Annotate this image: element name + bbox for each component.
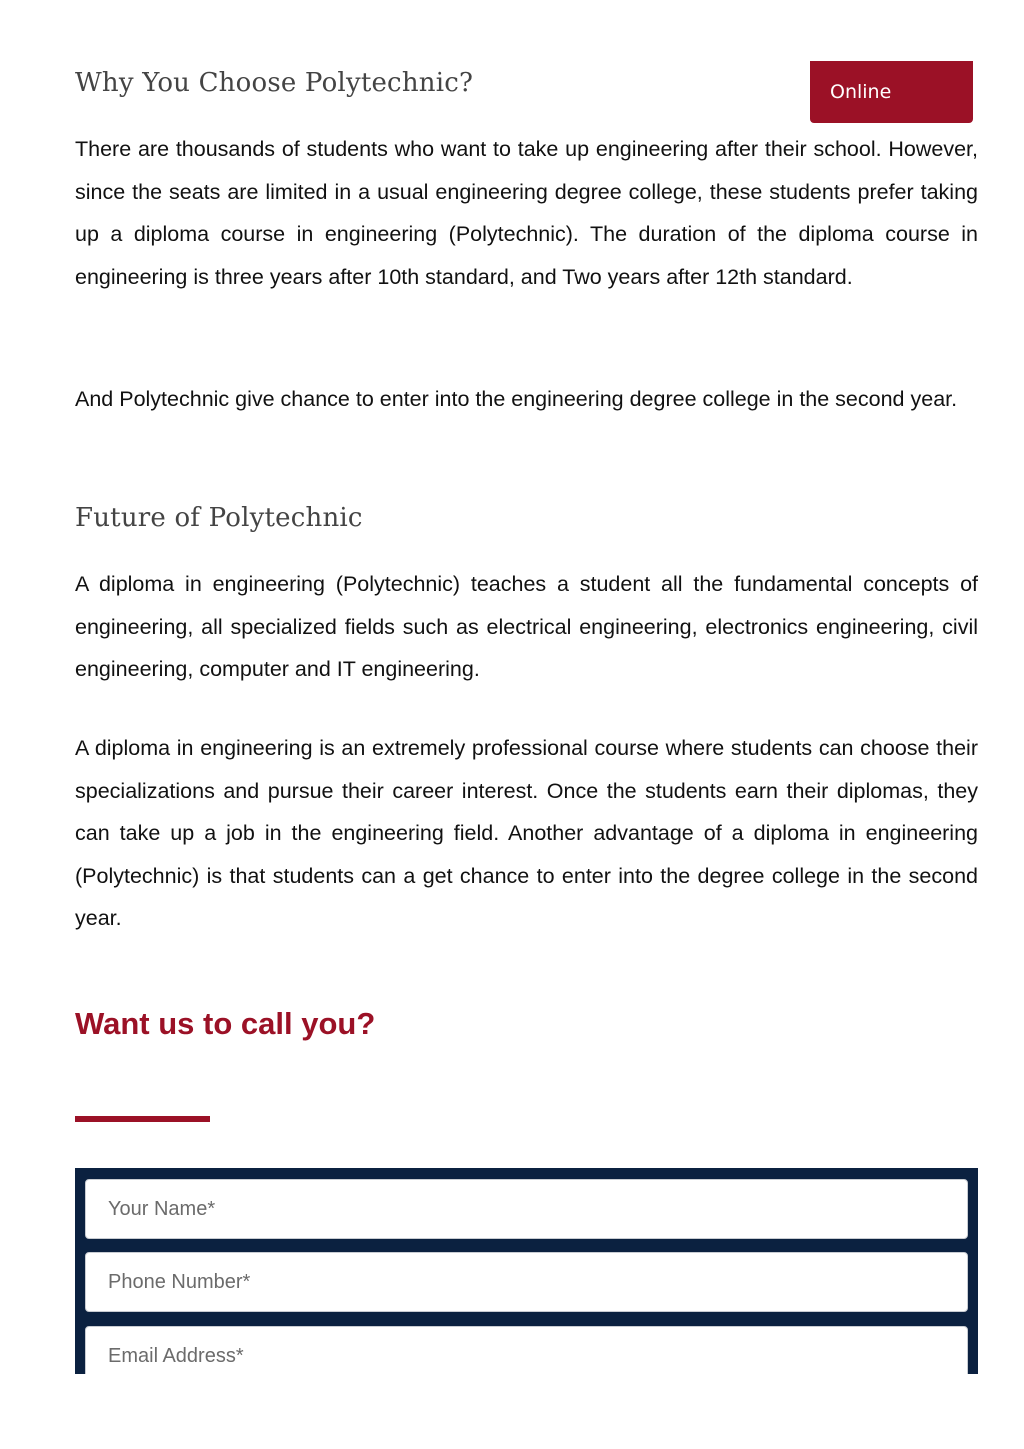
email-field[interactable] <box>85 1326 968 1374</box>
paragraph-future-2: A diploma in engineering is an extremely professional course where students can choose their specializations and pursue their career interest. Once the students earn their diplomas, they can take up a job in the engineering field. Another advantage of a diploma in engineering (Polytechnic) is that students can a get chance to enter into the degree college in the second year. <box>75 736 978 931</box>
paragraph-why-2: And Polytechnic give chance to enter into the engineering degree college in the second year. <box>75 387 958 411</box>
section-title-future-polytechnic: Future of Polytechnic <box>75 503 363 533</box>
paragraph-future-1: A diploma in engineering (Polytechnic) teaches a student all the fundamental concepts of engineering, all specialized fields such as electrical engineering, electronics engineering, civil engineering, computer and IT engineering. <box>75 572 978 682</box>
phone-field[interactable] <box>85 1252 968 1312</box>
name-field[interactable] <box>85 1179 968 1239</box>
callback-form <box>75 1168 978 1374</box>
section-title-why-polytechnic: Why You Choose Polytechnic? <box>75 68 474 98</box>
online-button[interactable]: Online <box>810 61 973 123</box>
callback-heading: Want us to call you? <box>75 1006 376 1041</box>
heading-underline-divider <box>75 1116 210 1122</box>
paragraph-why-1: There are thousands of students who want to take up engineering after their school. However, since the seats are limited in a usual engineering degree college, these students prefer taking up a diploma course in engineering (Polytechnic). The duration of the diploma course in engineering is three years after 10th standard, and Two years after 12th standard. <box>75 137 978 289</box>
